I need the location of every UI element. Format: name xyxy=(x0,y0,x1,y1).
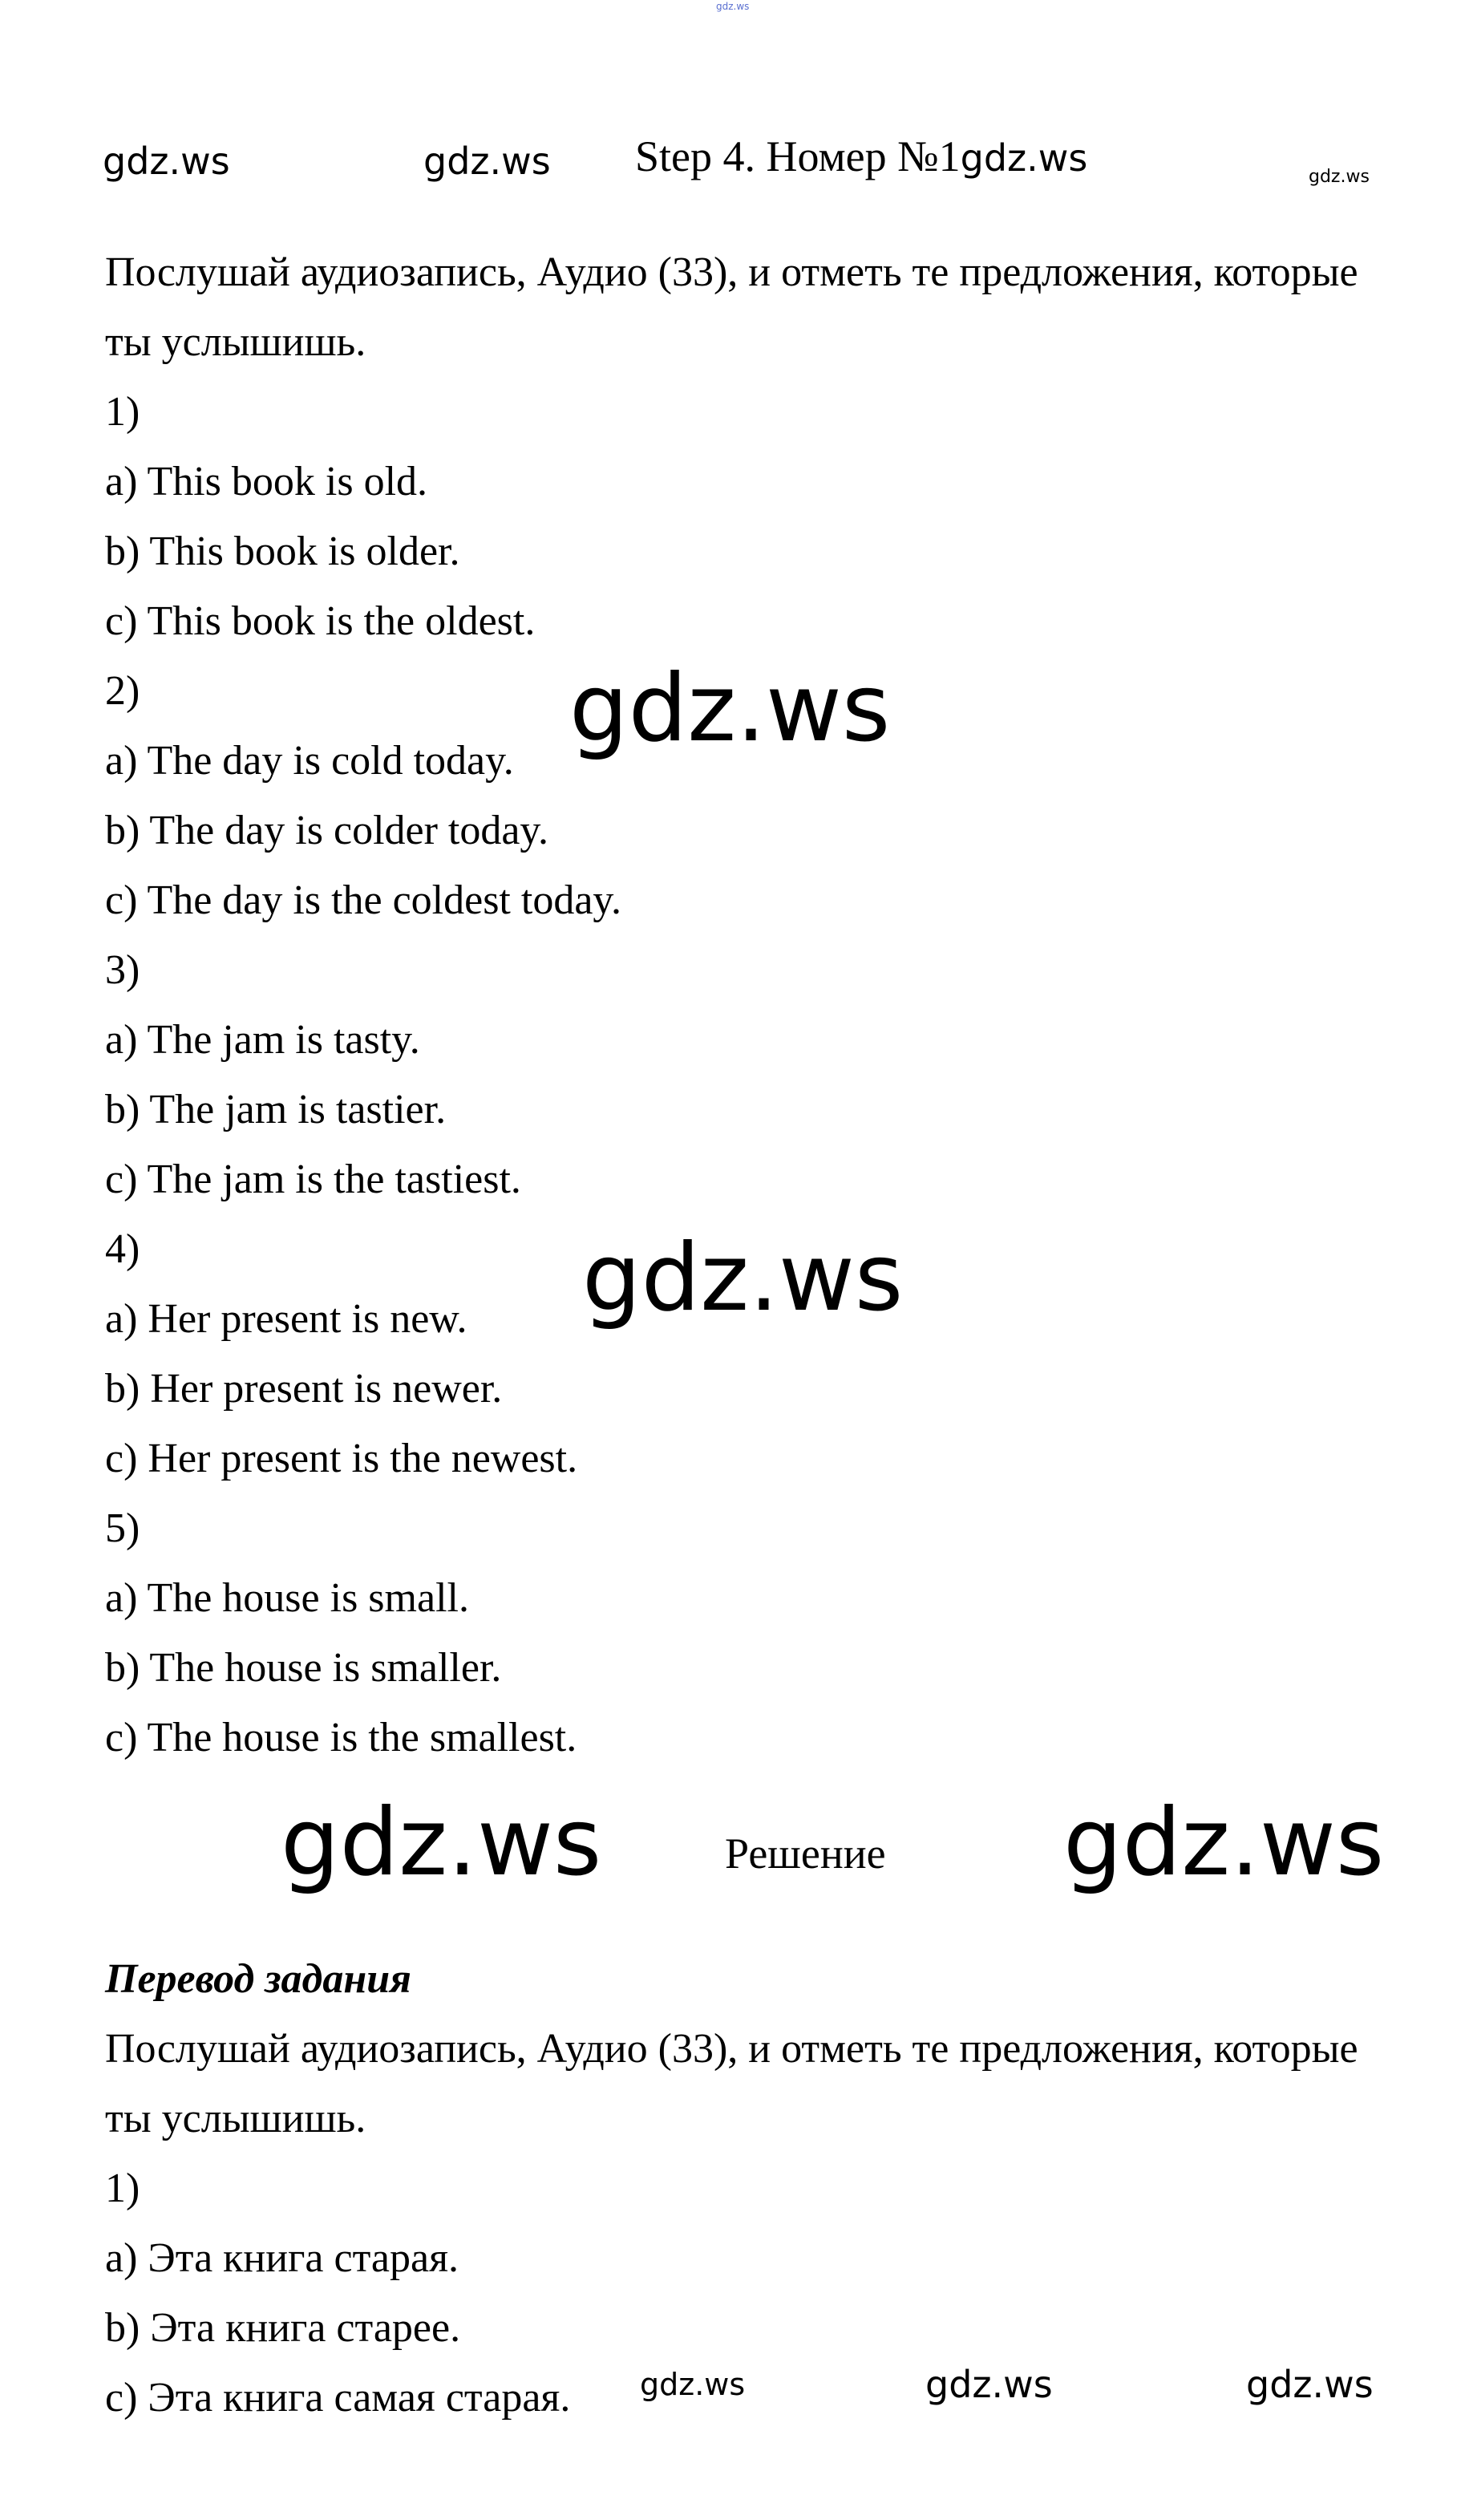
translation-instruction: Послушай аудиозапись, Аудио (33), и отметь те предложения, которые ты услышишь. xyxy=(105,2026,1358,2141)
option-item: a) The jam is tasty. xyxy=(105,1017,420,1063)
translation-section xyxy=(105,1944,1404,2433)
watermark-bottom-mid: gdz.ws xyxy=(925,2363,1053,2406)
task-section xyxy=(105,237,1404,1773)
option-item: c) Her present is the newest. xyxy=(105,1436,578,1481)
option-item: b) The day is colder today. xyxy=(105,808,549,853)
watermark-header-mid: gdz.ws xyxy=(423,140,551,183)
watermark-bottom-small: gdz.ws xyxy=(640,2367,746,2402)
watermark-body-1: gdz.ws xyxy=(569,654,891,763)
option-item: b) Her present is newer. xyxy=(105,1366,503,1412)
option-item: b) Эта книга старее. xyxy=(105,2305,461,2351)
watermark-solution-right: gdz.ws xyxy=(1063,1789,1385,1897)
option-item: a) Эта книга старая. xyxy=(105,2235,459,2281)
page-title xyxy=(635,132,1088,180)
watermark-bottom-right: gdz.ws xyxy=(1246,2363,1374,2406)
title-text: Step 4. Номер №1 xyxy=(635,132,961,180)
task-instruction: Послушай аудиозапись, Аудио (33), и отметь те предложения, которые ты услышишь. xyxy=(105,249,1358,365)
option-item: b) This book is older. xyxy=(105,529,460,574)
option-item: c) The day is the coldest today. xyxy=(105,877,622,923)
option-item: b) The house is smaller. xyxy=(105,1645,502,1691)
watermark-header-left: gdz.ws xyxy=(103,140,230,183)
solution-label: Решение xyxy=(725,1829,886,1878)
option-item: a) This book is old. xyxy=(105,459,428,504)
option-item: b) The jam is tastier. xyxy=(105,1087,447,1132)
option-item: c) The house is the smallest. xyxy=(105,1715,577,1760)
watermark-header-right: gdz.ws xyxy=(1309,167,1370,187)
group-number: 1) xyxy=(105,389,140,435)
watermark-body-2: gdz.ws xyxy=(582,1224,904,1332)
group-number: 3) xyxy=(105,947,140,993)
option-item: c) This book is the oldest. xyxy=(105,598,536,644)
translation-heading: Перевод задания xyxy=(105,1956,411,2002)
option-item: c) Эта книга самая старая. xyxy=(105,2375,571,2421)
option-item: a) Her present is new. xyxy=(105,1296,467,1342)
option-item: a) The house is small. xyxy=(105,1575,469,1621)
group-number: 5) xyxy=(105,1505,140,1551)
option-item: c) The jam is the tastiest. xyxy=(105,1157,521,1202)
group-number: 4) xyxy=(105,1226,140,1272)
option-item: a) The day is cold today. xyxy=(105,738,514,784)
group-number: 2) xyxy=(105,668,140,714)
watermark-title-suffix: gdz.ws xyxy=(960,136,1088,180)
watermark-top-tiny: gdz.ws xyxy=(716,1,750,12)
group-number: 1) xyxy=(105,2165,140,2211)
watermark-solution-left: gdz.ws xyxy=(281,1789,602,1897)
